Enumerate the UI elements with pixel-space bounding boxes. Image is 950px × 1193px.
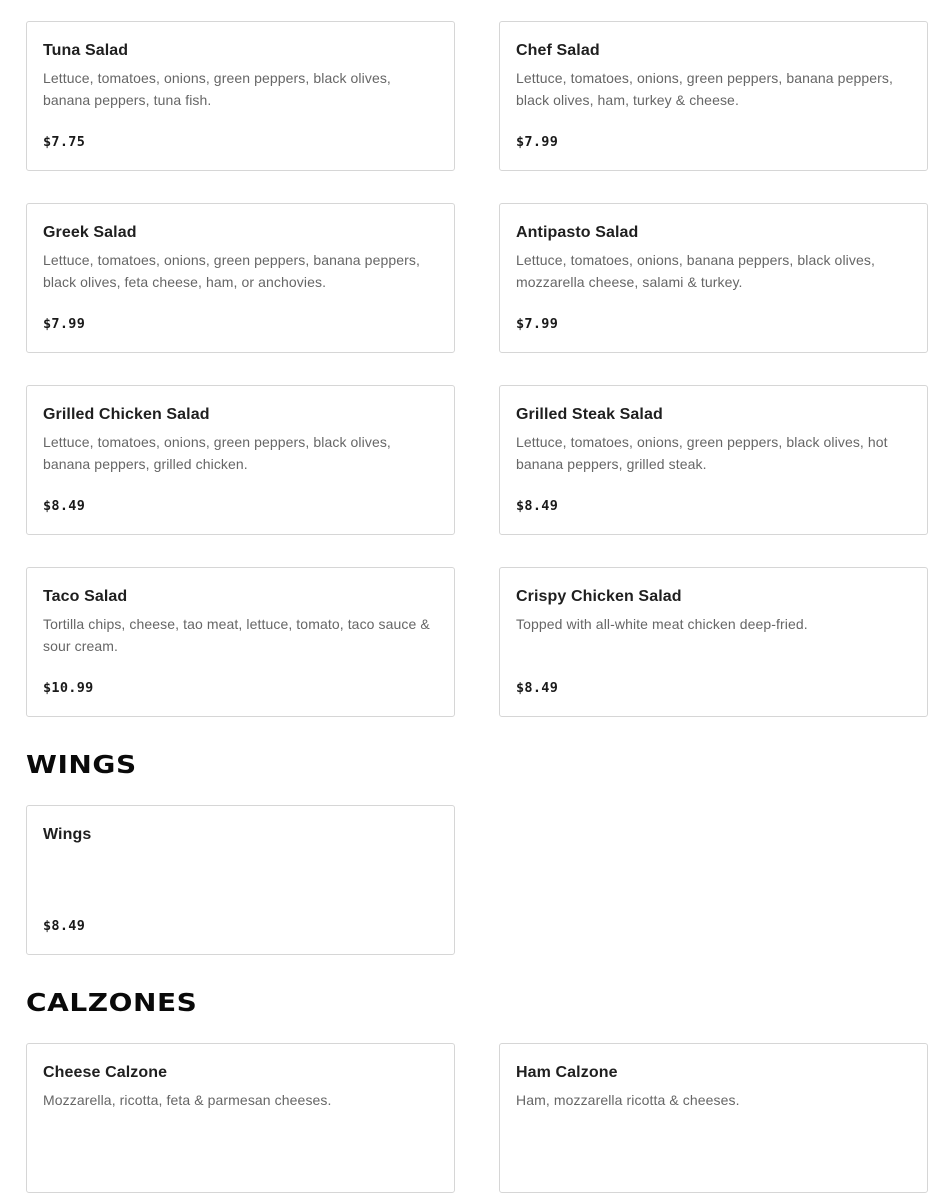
wings-grid: [26, 805, 928, 955]
item-name: Crispy Chicken Salad: [516, 588, 682, 605]
item-description: Lettuce, tomatoes, onions, green peppers, black olives, hot banana peppers, grilled steak.: [516, 434, 888, 472]
section-heading-calzones: CALZONES: [26, 988, 198, 1017]
menu-item-card[interactable]: [499, 203, 928, 353]
item-price: $7.99: [516, 134, 559, 150]
menu-item-card[interactable]: [26, 203, 455, 353]
item-description: Topped with all-white meat chicken deep-fried.: [516, 616, 808, 632]
item-name: Wings: [43, 826, 92, 843]
item-name: Grilled Chicken Salad: [43, 406, 210, 423]
item-price: $8.49: [516, 498, 559, 514]
item-description: Lettuce, tomatoes, onions, green peppers, banana peppers, black olives, feta cheese, ham, or anchovies.: [43, 252, 420, 290]
menu-item-card[interactable]: [26, 805, 455, 955]
menu-item-card[interactable]: [499, 385, 928, 535]
salads-grid: [26, 21, 928, 717]
item-price: $7.99: [516, 316, 559, 332]
item-description: Lettuce, tomatoes, onions, green peppers, banana peppers, black olives, ham, turkey & cheese.: [516, 70, 893, 108]
item-description: Lettuce, tomatoes, onions, green peppers, black olives, banana peppers, tuna fish.: [43, 70, 391, 108]
menu-item-card[interactable]: [499, 21, 928, 171]
calzones-grid: [26, 1043, 928, 1193]
item-name: Cheese Calzone: [43, 1064, 168, 1081]
item-description: Lettuce, tomatoes, onions, green peppers, black olives, banana peppers, grilled chicken.: [43, 434, 391, 472]
item-price: $7.99: [43, 316, 86, 332]
menu-item-card[interactable]: [26, 567, 455, 717]
menu-item-card[interactable]: [26, 1043, 455, 1193]
item-name: Chef Salad: [516, 42, 600, 59]
item-name: Taco Salad: [43, 588, 128, 605]
item-name: Ham Calzone: [516, 1064, 618, 1081]
item-description: Tortilla chips, cheese, tao meat, lettuce, tomato, taco sauce & sour cream.: [43, 616, 430, 654]
item-description: Mozzarella, ricotta, feta & parmesan cheeses.: [43, 1092, 332, 1108]
section-heading-wings: WINGS: [26, 750, 137, 779]
menu-item-card[interactable]: [26, 21, 455, 171]
item-price: $8.49: [43, 498, 86, 514]
item-name: Tuna Salad: [43, 42, 129, 59]
item-name: Greek Salad: [43, 224, 137, 241]
item-name: Grilled Steak Salad: [516, 406, 663, 423]
item-price: $7.75: [43, 134, 86, 150]
item-price: $10.99: [43, 680, 94, 696]
item-price: $8.49: [43, 918, 86, 934]
item-price: $8.49: [516, 680, 559, 696]
item-description: Ham, mozzarella ricotta & cheeses.: [516, 1092, 740, 1108]
item-description: Lettuce, tomatoes, onions, banana peppers, black olives, mozzarella cheese, salami & turkey.: [516, 252, 875, 290]
menu-item-card[interactable]: [26, 385, 455, 535]
menu-item-card[interactable]: [499, 567, 928, 717]
menu-item-card[interactable]: [499, 1043, 928, 1193]
item-name: Antipasto Salad: [516, 224, 639, 241]
